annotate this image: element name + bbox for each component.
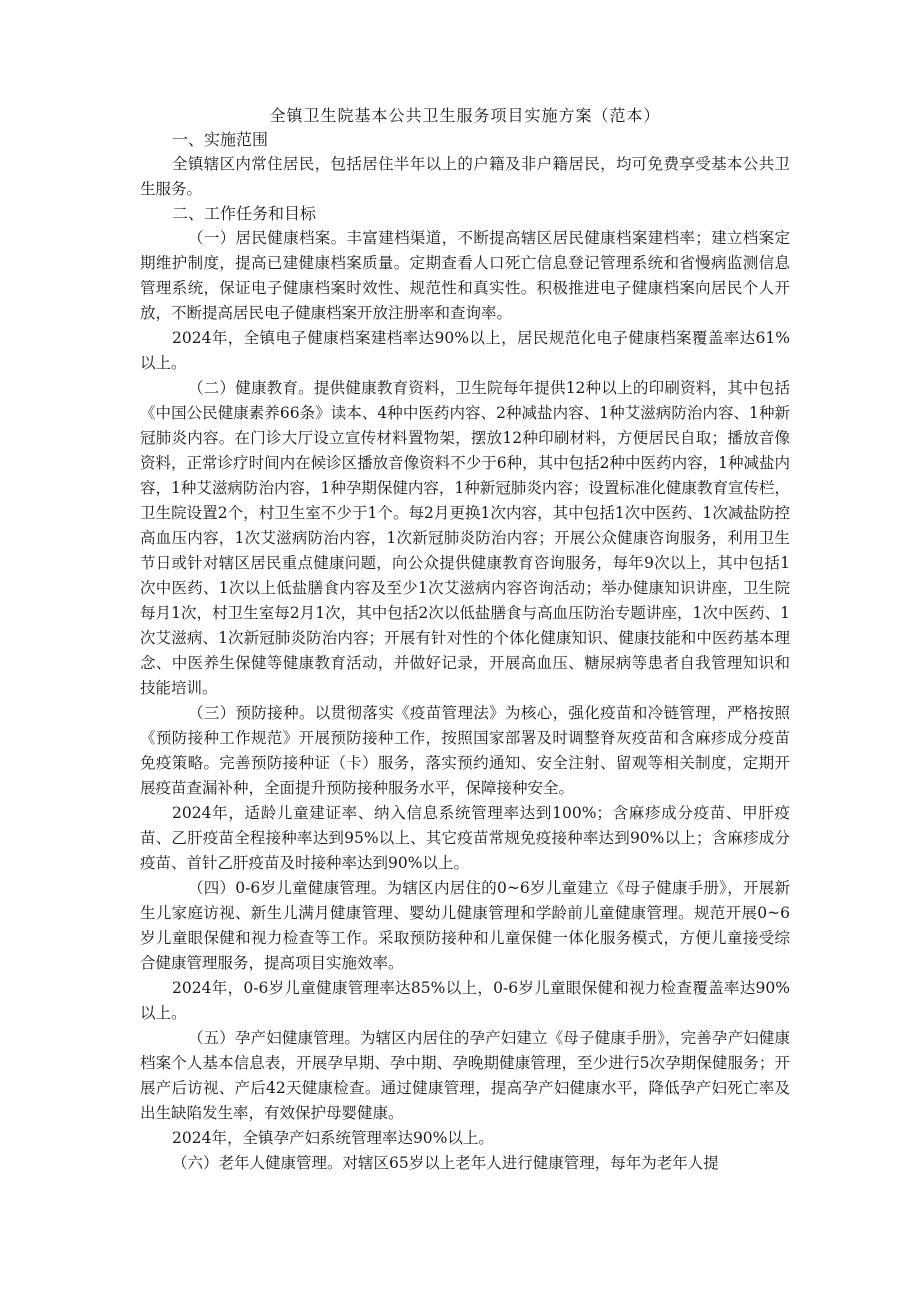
paragraph-vaccination-target: 2024年，适龄儿童建证率、纳入信息系统管理率达到100%；含麻疹成分疫苗、甲肝疫苗、乙肝疫苗全程接种率达到95%以上、其它疫苗常规免疫接种率达到90%以上；含麻疹成分疫苗、首针乙肝疫苗及时接种率达到90%以上。 <box>140 804 790 872</box>
paragraph-child-health: （四）0-6岁儿童健康管理。为辖区内居住的0~6岁儿童建立《母子健康手册》，开展新生儿家庭访视、新生儿满月健康管理、婴幼儿健康管理和学龄前儿童健康管理。规范开展0~6岁儿童眼保健和视力检查等工作。采取预防接种和儿童保健一体化服务模式，方便儿童接受综合健康管理服务，提高项目实施效率。 <box>140 879 790 972</box>
section-heading-tasks: 二、工作任务和目标 <box>172 204 317 223</box>
paragraph-scope: 全镇辖区内常住居民，包括居住半年以上的户籍及非户籍居民，均可免费享受基本公共卫生服务。 <box>140 155 790 198</box>
paragraph-health-records: （一）居民健康档案。丰富建档渠道，不断提高辖区居民健康档案建档率；建立档案定期维护制度，提高已建健康档案质量。定期查看人口死亡信息登记管理系统和省慢病监测信息管理系统，保证电子健康档案时效性、规范性和真实性。积极推进电子健康档案向居民个人开放，不断提高居民电子健康档案开放注册率和查询率。 <box>140 229 790 322</box>
paragraph-maternal-health-target: 2024年，全镇孕产妇系统管理率达90%以上。 <box>172 1129 494 1147</box>
paragraph-maternal-health: （五）孕产妇健康管理。为辖区内居住的孕产妇建立《母子健康手册》，完善孕产妇健康档案个人基本信息表，开展孕早期、孕中期、孕晚期健康管理，至少进行5次孕期保健服务；开展产后访视、产后42天健康检查。通过健康管理，提高孕产妇健康水平，降低孕产妇死亡率及出生缺陷发生率，有效保护母婴健康。 <box>140 1029 790 1122</box>
document-page <box>140 104 790 1176</box>
paragraph-vaccination: （三）预防接种。以贯彻落实《疫苗管理法》为核心，强化疫苗和冷链管理，严格按照《预防接种工作规范》开展预防接种工作，按照国家部署及时调整脊灰疫苗和含麻疹成分疫苗免疫策略。完善预防接种证（卡）服务，落实预约通知、安全注射、留观等相关制度，定期开展疫苗查漏补种，全面提升预防接种服务水平，保障接种安全。 <box>140 704 790 797</box>
paragraph-elderly-health: （六）老年人健康管理。对辖区65岁以上老年人进行健康管理，每年为老年人提 <box>172 1154 719 1172</box>
paragraph-health-records-target: 2024年，全镇电子健康档案建档率达90%以上，居民规范化电子健康档案覆盖率达61%以上。 <box>140 329 790 372</box>
paragraph-health-education: （二）健康教育。提供健康教育资料，卫生院每年提供12种以上的印刷资料，其中包括《中国公民健康素养66条》读本、4种中医药内容、2种减盐内容、1种艾滋病防治内容、1种新冠肺炎内容。在门诊大厅设立宣传材料置物架，摆放12种印刷材料，方便居民自取；播放音像资料，正常诊疗时间内在候诊区播放音像资料不少于6种，其中包括2种中医药内容，1种减盐内容，1种艾滋病防治内容，1种孕期保健内容，1种新冠肺炎内容；设置标准化健康教育宣传栏，卫生院设置2个，村卫生室不少于1个。每2月更换1次内容，其中包括1次中医药、1次减盐防控高血压内容，1次艾滋病防治内容，1次新冠肺炎防治内容；开展公众健康咨询服务，利用卫生节日或针对辖区居民重点健康问题，向公众提供健康教育咨询服务，每年9次以上，其中包括1次中医药、1次以上低盐膳食内容及至少1次艾滋病内容咨询活动；举办健康知识讲座，卫生院每月1次，村卫生室每2月1次，其中包括2次以低盐膳食与高血压防治专题讲座，1次中医药、1次艾滋病、1次新冠肺炎防治内容；开展有针对性的个体化健康知识、健康技能和中医药基本理念、中医养生保健等健康教育活动，并做好记录，开展高血压、糖尿病等患者自我管理知识和技能培训。 <box>140 379 790 697</box>
section-heading-scope: 一、实施范围 <box>172 130 269 149</box>
page-title: 全镇卫生院基本公共卫生服务项目实施方案（范本） <box>269 106 661 125</box>
paragraph-child-health-target: 2024年，0-6岁儿童健康管理率达85%以上，0-6岁儿童眼保健和视力检查覆盖率达90%以上。 <box>140 979 790 1022</box>
